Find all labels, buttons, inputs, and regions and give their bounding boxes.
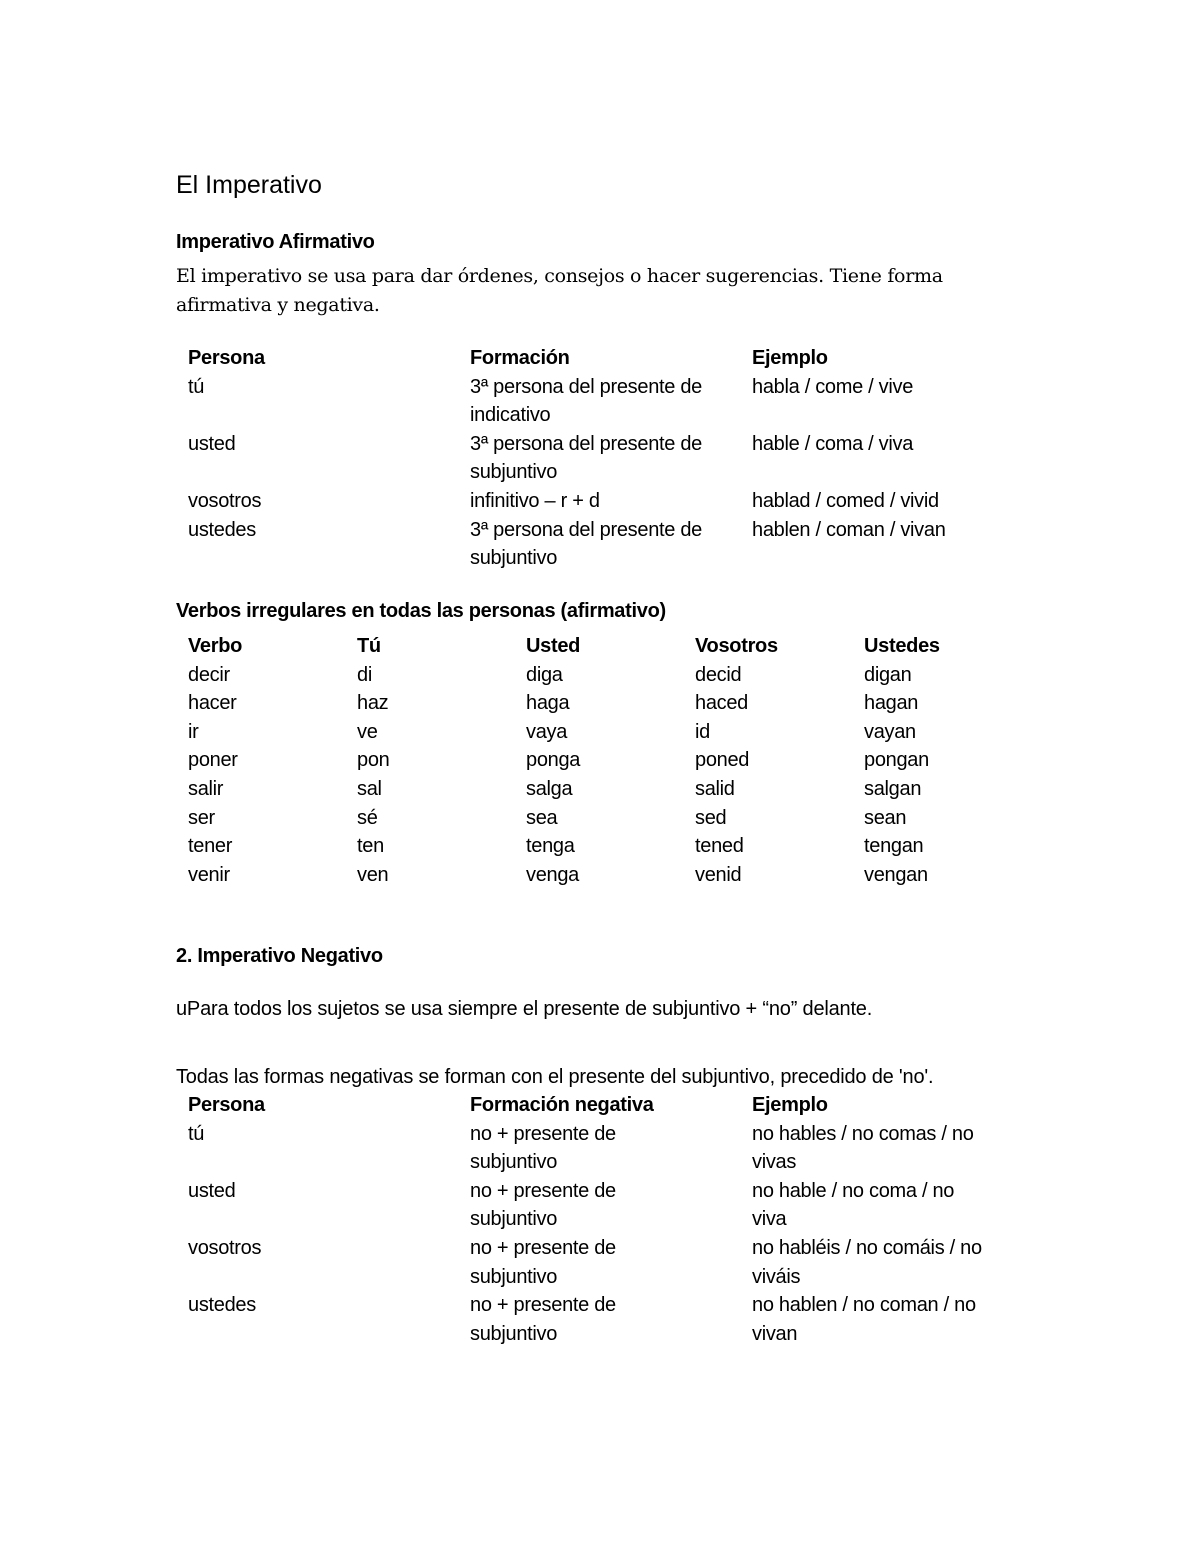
table-row xyxy=(188,718,1033,747)
table-row xyxy=(188,775,1033,804)
cell-persona: vosotros xyxy=(188,489,262,512)
table-row xyxy=(188,689,1033,718)
cell-verbo: ser xyxy=(188,806,215,829)
table-row xyxy=(188,661,1033,690)
cell-persona: tú xyxy=(188,1122,205,1145)
cell-usted: diga xyxy=(526,663,563,686)
header-verbo: Verbo xyxy=(188,635,243,657)
cell-formacion: infinitivo – r + d xyxy=(470,489,600,512)
cell-ejemplo: no hablen / no coman / no vivan xyxy=(752,1294,976,1345)
cell-ejemplo: no hables / no comas / no vivas xyxy=(752,1122,974,1174)
cell-tu: haz xyxy=(357,692,389,715)
table-row xyxy=(188,516,1022,573)
section-heading-irregulars: Verbos irregulares en todas las personas (afirmativo) xyxy=(176,600,666,622)
cell-persona: usted xyxy=(188,432,236,455)
header-persona: Persona xyxy=(188,347,265,369)
cell-verbo: poner xyxy=(188,749,238,772)
cell-persona: tú xyxy=(188,375,205,398)
cell-ustedes: tengan xyxy=(864,835,924,858)
cell-ustedes: digan xyxy=(864,663,912,686)
header-ejemplo: Ejemplo xyxy=(752,347,828,369)
cell-vosotros: salid xyxy=(695,777,735,800)
cell-formacion: 3ª persona del presente de subjuntivo xyxy=(470,518,702,570)
cell-ustedes: vayan xyxy=(864,720,916,743)
table-row xyxy=(188,1291,1022,1348)
cell-ejemplo: hable / coma / viva xyxy=(752,432,914,455)
cell-verbo: tener xyxy=(188,835,233,858)
irregulars-table xyxy=(188,632,1033,889)
affirmative-table xyxy=(188,344,1022,573)
cell-formacion: no + presente de subjuntivo xyxy=(470,1179,616,1231)
cell-usted: ponga xyxy=(526,749,581,772)
cell-formacion: 3ª persona del presente de indicativo xyxy=(470,375,702,427)
cell-ejemplo: hablad / comed / vivid xyxy=(752,489,939,512)
header-ustedes: Ustedes xyxy=(864,635,940,657)
table-row xyxy=(188,804,1033,833)
cell-tu: ven xyxy=(357,863,389,886)
cell-ustedes: salgan xyxy=(864,777,922,800)
cell-usted: sea xyxy=(526,806,558,829)
table-row xyxy=(188,1234,1022,1291)
table-row xyxy=(188,832,1033,861)
header-vosotros: Vosotros xyxy=(695,635,778,657)
table-row xyxy=(188,373,1022,430)
table-row xyxy=(188,746,1033,775)
cell-formacion: no + presente de subjuntivo xyxy=(470,1236,616,1288)
intro-paragraph: El imperativo se usa para dar órdenes, consejos o hacer sugerencias. Tiene forma afirmativa y negativa. xyxy=(176,265,943,316)
cell-persona: usted xyxy=(188,1179,236,1202)
cell-ustedes: hagan xyxy=(864,692,919,715)
header-persona: Persona xyxy=(188,1094,265,1116)
cell-ustedes: vengan xyxy=(864,863,928,886)
cell-ustedes: pongan xyxy=(864,749,929,772)
cell-usted: venga xyxy=(526,863,579,886)
cell-persona: ustedes xyxy=(188,1294,256,1317)
negative-paragraph: Todas las formas negativas se forman con el presente del subjuntivo, precedido de 'no'. xyxy=(176,1066,934,1088)
cell-formacion: 3ª persona del presente de subjuntivo xyxy=(470,432,702,484)
cell-usted: tenga xyxy=(526,835,575,858)
cell-ejemplo: hablen / coman / vivan xyxy=(752,518,946,541)
cell-verbo: salir xyxy=(188,777,224,800)
cell-verbo: hacer xyxy=(188,692,237,715)
cell-tu: sal xyxy=(357,777,382,800)
cell-ejemplo: no habléis / no comáis / no viváis xyxy=(752,1236,982,1288)
table-row xyxy=(188,487,1022,516)
cell-usted: haga xyxy=(526,692,570,715)
section-heading-negative: 2. Imperativo Negativo xyxy=(176,945,383,967)
negative-note: uPara todos los sujetos se usa siempre el presente de subjuntivo + “no” delante. xyxy=(176,998,873,1020)
table-row xyxy=(188,430,1022,487)
table-header-row xyxy=(188,344,1022,373)
cell-persona: ustedes xyxy=(188,518,256,541)
cell-vosotros: poned xyxy=(695,749,750,772)
table-row xyxy=(188,1177,1022,1234)
cell-vosotros: haced xyxy=(695,692,748,715)
header-ejemplo: Ejemplo xyxy=(752,1094,828,1116)
cell-usted: salga xyxy=(526,777,573,800)
cell-tu: ten xyxy=(357,835,384,858)
table-header-row xyxy=(188,632,1033,661)
table-header-row xyxy=(188,1091,1022,1120)
cell-formacion: no + presente de subjuntivo xyxy=(470,1122,616,1174)
cell-tu: sé xyxy=(357,806,378,829)
cell-vosotros: venid xyxy=(695,863,742,886)
cell-ejemplo: habla / come / vive xyxy=(752,375,914,398)
cell-verbo: ir xyxy=(188,720,199,743)
table-row xyxy=(188,1120,1022,1177)
cell-verbo: decir xyxy=(188,663,230,686)
cell-vosotros: tened xyxy=(695,835,744,858)
cell-ejemplo: no hable / no coma / no viva xyxy=(752,1179,955,1231)
cell-vosotros: sed xyxy=(695,806,727,829)
cell-tu: di xyxy=(357,663,372,686)
cell-usted: vaya xyxy=(526,720,568,743)
page-title: El Imperativo xyxy=(176,171,322,199)
cell-formacion: no + presente de subjuntivo xyxy=(470,1294,616,1345)
header-formacion: Formación xyxy=(470,347,570,369)
cell-ustedes: sean xyxy=(864,806,907,829)
negative-table xyxy=(188,1091,1022,1348)
table-row xyxy=(188,861,1033,890)
cell-persona: vosotros xyxy=(188,1236,262,1259)
cell-tu: ve xyxy=(357,720,378,743)
cell-verbo: venir xyxy=(188,863,230,886)
header-formacion-negativa: Formación negativa xyxy=(470,1094,654,1116)
header-usted: Usted xyxy=(526,635,581,657)
cell-vosotros: decid xyxy=(695,663,742,686)
cell-vosotros: id xyxy=(695,720,710,743)
header-tu: Tú xyxy=(357,635,381,657)
section-heading-affirmative: Imperativo Afirmativo xyxy=(176,231,375,253)
cell-tu: pon xyxy=(357,749,390,772)
